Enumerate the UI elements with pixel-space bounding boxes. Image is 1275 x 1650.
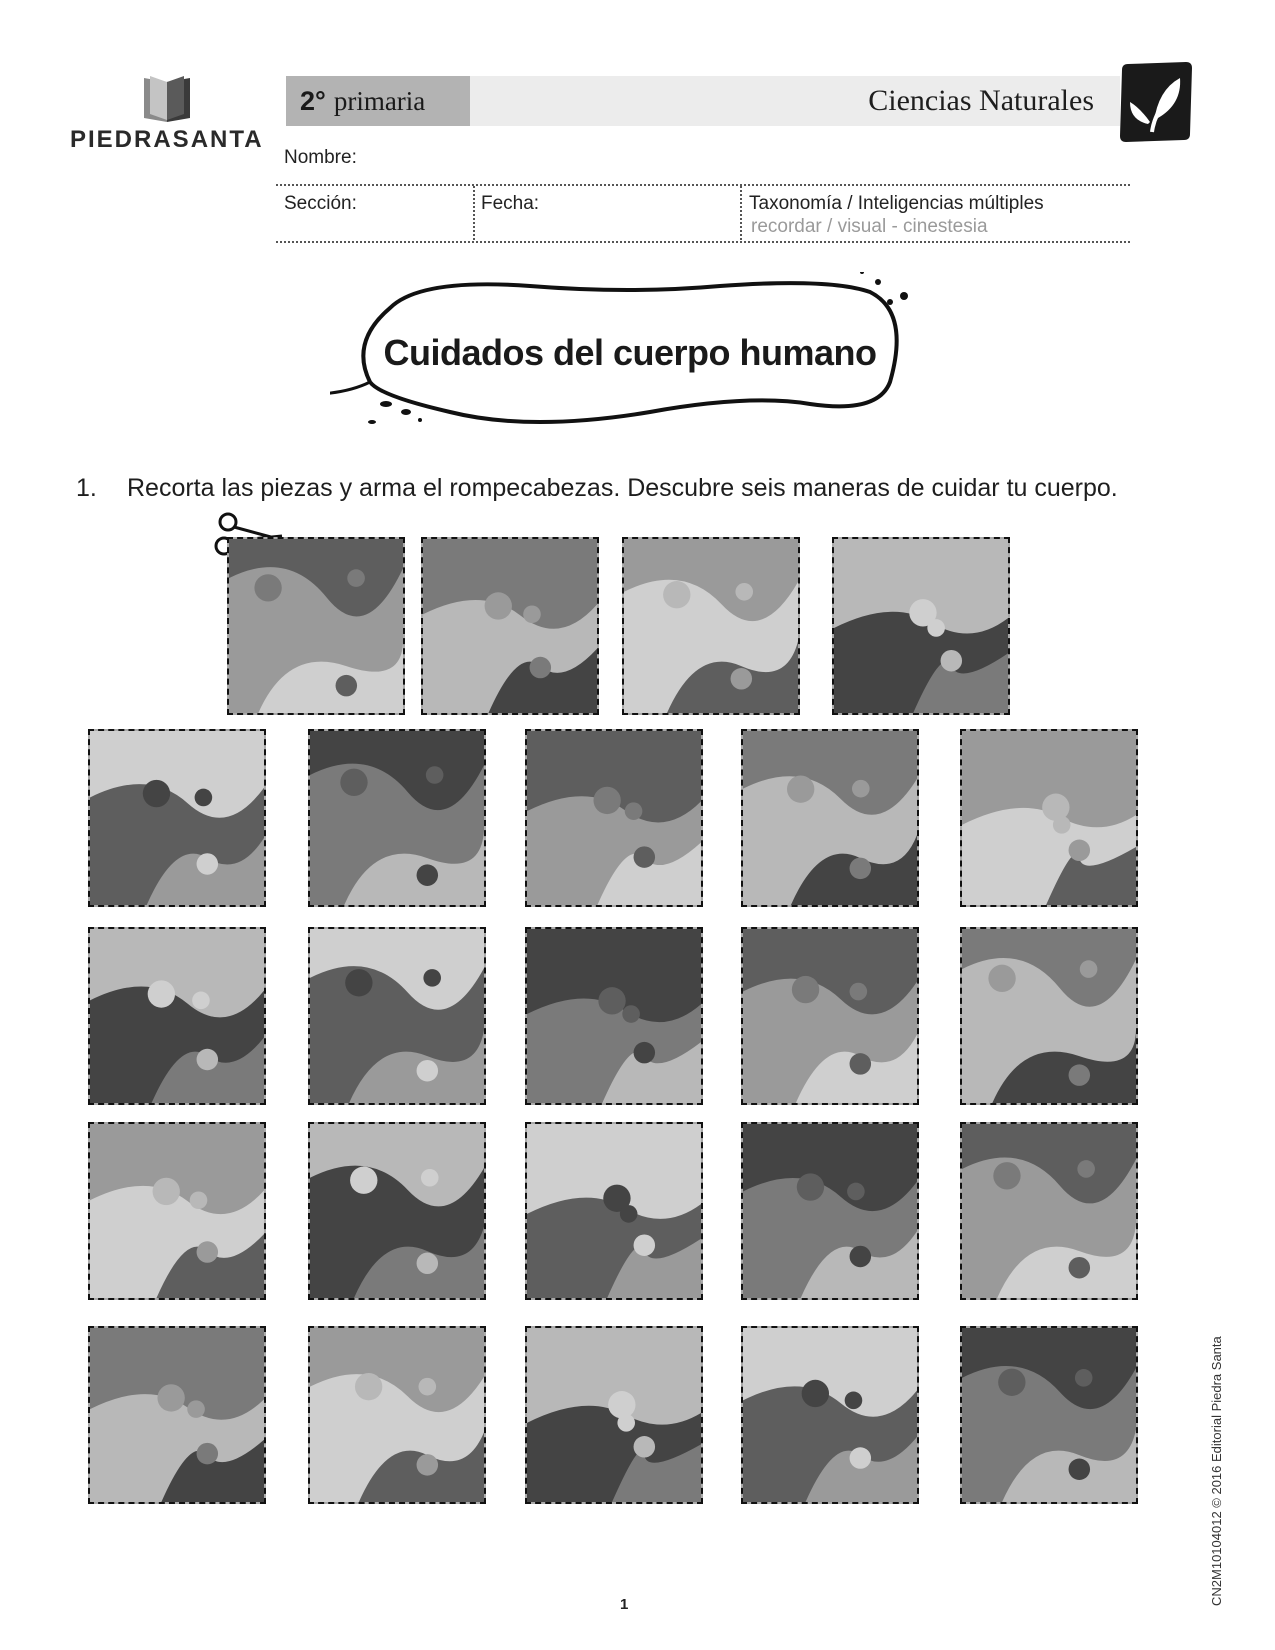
grade-label: primaria <box>333 85 426 116</box>
subject-title: Ciencias Naturales <box>868 84 1094 117</box>
puzzle-piece <box>741 1122 919 1300</box>
divider <box>276 184 1130 186</box>
puzzle-piece <box>960 1122 1138 1300</box>
page-number: 1 <box>620 1596 629 1613</box>
puzzle-illustration <box>834 539 1008 713</box>
instruction-text: Recorta las piezas y arma el rompecabezas. Descubre seis maneras de cuidar tu cuerpo. <box>127 474 1118 502</box>
puzzle-piece <box>308 729 486 907</box>
puzzle-piece <box>308 927 486 1105</box>
puzzle-illustration <box>743 1124 917 1298</box>
puzzle-piece <box>741 927 919 1105</box>
puzzle-piece <box>88 729 266 907</box>
puzzle-illustration <box>962 1328 1136 1502</box>
taxonomia-label: Taxonomía / Inteligencias múltiples <box>749 193 1044 214</box>
puzzle-illustration <box>527 1328 701 1502</box>
puzzle-piece <box>741 1326 919 1504</box>
puzzle-piece <box>525 1326 703 1504</box>
puzzle-piece <box>308 1122 486 1300</box>
puzzle-piece <box>88 1122 266 1300</box>
puzzle-illustration <box>527 731 701 905</box>
page-title: Cuidados del cuerpo humano <box>383 332 877 373</box>
puzzle-piece <box>960 729 1138 907</box>
fecha-label: Fecha: <box>481 193 540 214</box>
taxonomia-values: recordar / visual - cinestesia <box>751 216 988 237</box>
puzzle-illustration <box>527 1124 701 1298</box>
puzzle-illustration <box>90 929 264 1103</box>
puzzle-illustration <box>423 539 597 713</box>
subject-bar <box>470 76 1120 126</box>
puzzle-piece <box>308 1326 486 1504</box>
puzzle-piece <box>525 927 703 1105</box>
publisher-name: PIEDRASANTA <box>70 126 264 153</box>
divider <box>740 186 742 240</box>
puzzle-piece <box>88 1326 266 1504</box>
copyright-text: CN2M10104012 © 2016 Editorial Piedra Santa <box>1209 1336 1224 1606</box>
puzzle-illustration <box>229 539 403 713</box>
puzzle-illustration <box>90 1124 264 1298</box>
puzzle-piece <box>525 1122 703 1300</box>
puzzle-illustration <box>310 1124 484 1298</box>
puzzle-illustration <box>962 929 1136 1103</box>
instruction-number: 1. <box>76 474 97 502</box>
puzzle-piece <box>421 537 599 715</box>
nombre-label: Nombre: <box>284 147 357 168</box>
grade-box <box>286 76 470 126</box>
puzzle-illustration <box>310 1328 484 1502</box>
publisher-logo <box>70 74 265 164</box>
book-logo-icon <box>140 74 194 126</box>
grade-number: 2° <box>300 85 326 116</box>
puzzle-illustration <box>743 1328 917 1502</box>
puzzle-illustration <box>962 731 1136 905</box>
puzzle-piece <box>525 729 703 907</box>
leaf-icon <box>1114 60 1194 144</box>
puzzle-illustration <box>310 929 484 1103</box>
divider <box>473 186 475 240</box>
puzzle-illustration <box>743 731 917 905</box>
puzzle-illustration <box>90 1328 264 1502</box>
divider <box>276 241 1130 243</box>
puzzle-illustration <box>962 1124 1136 1298</box>
puzzle-piece <box>622 537 800 715</box>
puzzle-illustration <box>310 731 484 905</box>
puzzle-illustration <box>743 929 917 1103</box>
seccion-label: Sección: <box>284 193 357 214</box>
puzzle-piece <box>741 729 919 907</box>
puzzle-piece <box>960 1326 1138 1504</box>
puzzle-illustration <box>624 539 798 713</box>
puzzle-piece <box>227 537 405 715</box>
puzzle-piece <box>960 927 1138 1105</box>
puzzle-piece <box>832 537 1010 715</box>
puzzle-illustration <box>527 929 701 1103</box>
puzzle-illustration <box>90 731 264 905</box>
puzzle-piece <box>88 927 266 1105</box>
